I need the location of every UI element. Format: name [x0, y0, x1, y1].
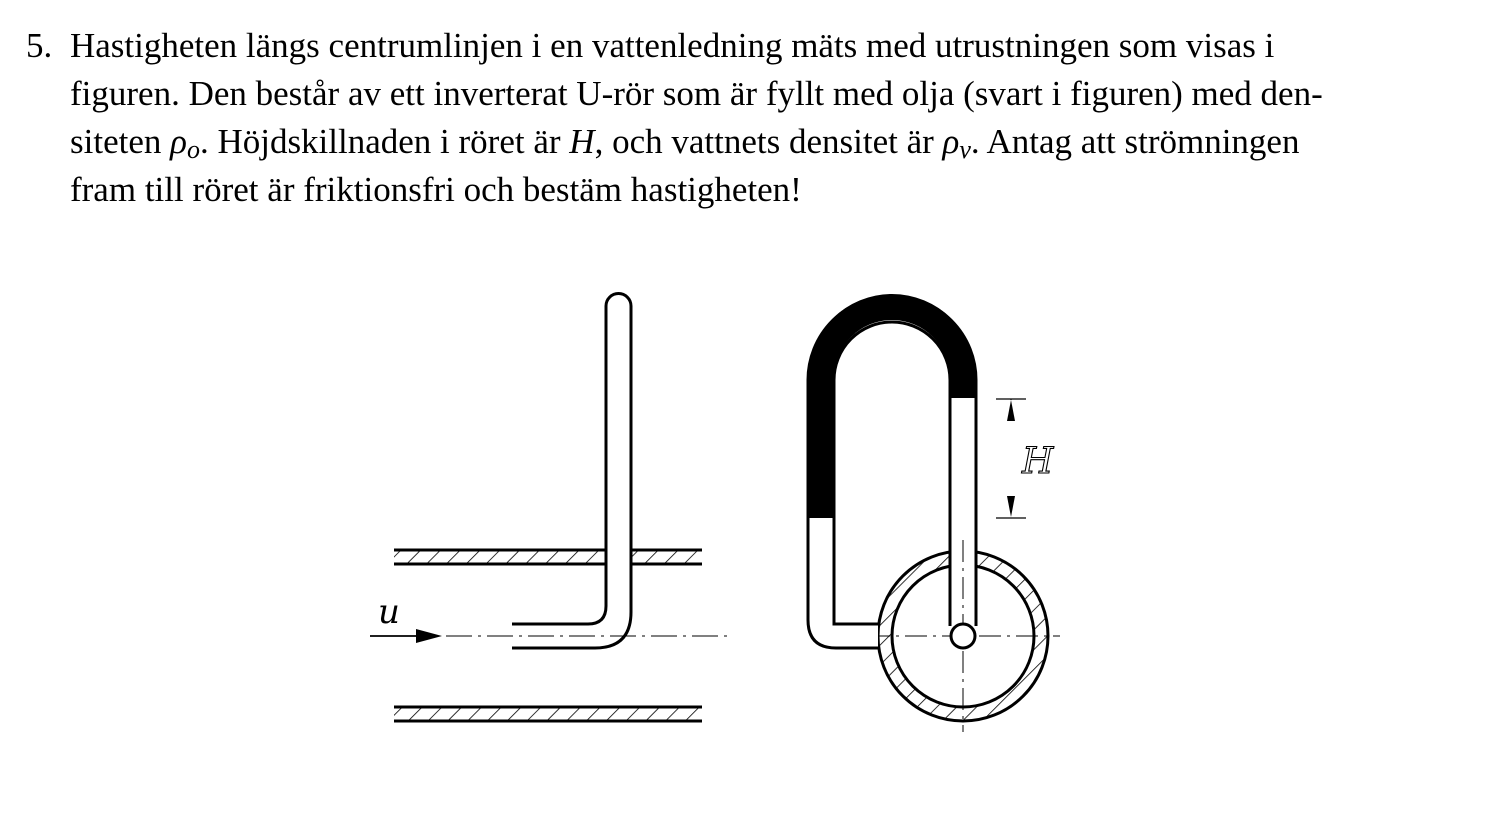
pipe-side-view [370, 294, 728, 722]
rho-symbol-oil: ρ [170, 122, 187, 161]
line3-middle2: , och vattnets densitet är [594, 122, 943, 161]
height-variable: H [569, 122, 595, 161]
pipe-cross-section [808, 294, 1060, 732]
tube-wall-gap [606, 548, 631, 566]
velocity-label: u [378, 592, 400, 632]
rho-symbol-water: ρ [942, 122, 960, 161]
tube-opening [951, 624, 975, 648]
dimension-arrow-down [1007, 496, 1015, 517]
pitot-tube [512, 294, 631, 649]
rho-subscript-water: v [959, 135, 971, 164]
line3-middle: . Höjdskillnaden i röret är [199, 122, 570, 161]
problem-number: 5. [26, 26, 53, 65]
line3-after: . Antag att strömningen [970, 122, 1300, 161]
height-label: H [1022, 441, 1054, 482]
problem-line-1: Hastigheten längs centrumlinjen i en vattenledning mäts med utrustningen som visas i [70, 26, 1275, 65]
line3-before: siteten [70, 122, 171, 161]
velocity-arrow-head [416, 629, 442, 643]
dimension-arrow-up [1007, 400, 1015, 421]
pipe-top-wall-hatch [394, 550, 702, 564]
problem-line-2: figuren. Den består av ett inverterat U-rör som är fyllt med olja (svart i figuren) med den- [70, 74, 1323, 113]
rho-subscript-oil: o [186, 135, 200, 164]
pipe-bottom-wall-hatch [394, 707, 702, 721]
problem-line-4: fram till röret är friktionsfri och bestäm hastigheten! [70, 170, 802, 209]
